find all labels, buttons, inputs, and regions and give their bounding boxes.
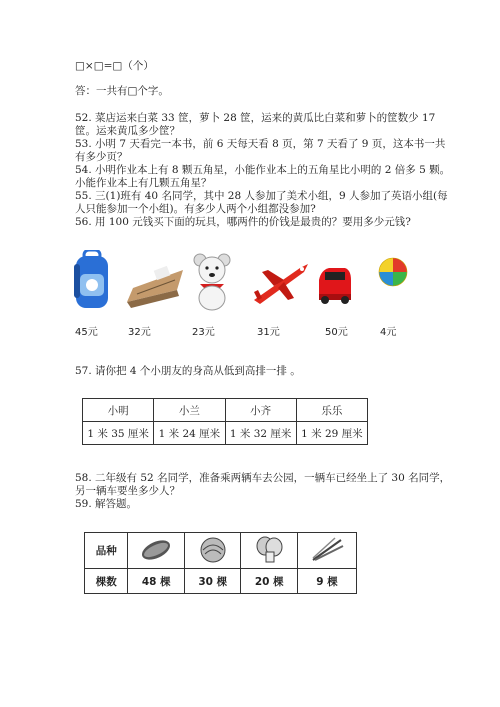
table-cell-height: 1 米 35 厘米 — [83, 422, 154, 445]
teddy-bear-icon — [190, 250, 250, 310]
toy-car-icon — [315, 250, 375, 310]
cabbage-icon — [184, 533, 241, 569]
q58-line1: 58. 二年级有 52 名同学，准备乘两辆车去公园，一辆车已经坐上了 30 名同学， — [75, 472, 451, 484]
count-cell: 30 棵 — [184, 569, 241, 594]
backpack-icon — [72, 250, 132, 310]
count-cell: 20 棵 — [241, 569, 298, 594]
row-header-count: 棵数 — [85, 569, 128, 594]
eggplant-icon — [128, 533, 185, 569]
table-cell-name: 小明 — [83, 399, 154, 422]
answer-line: 答：一共有□个字。 — [75, 85, 169, 97]
q58-line2: 另一辆车要坐多少人？ — [75, 485, 180, 497]
table-cell-height: 1 米 29 厘米 — [296, 422, 367, 445]
scallion-icon — [297, 533, 356, 569]
plant-table — [84, 532, 357, 594]
toy-price: 32元 — [128, 327, 151, 338]
q56-line: 56. 用 100 元钱买下面的玩具，哪两件的价钱是最贵的？要用多少元钱? — [75, 216, 411, 228]
airplane-icon — [250, 250, 310, 310]
row-header-variety: 品种 — [85, 533, 128, 569]
toy-price: 45元 — [75, 327, 98, 338]
table-cell-height: 1 米 24 厘米 — [154, 422, 225, 445]
q55-line2: 人只能参加一个小组)。有多少人两个小组都没参加? — [75, 203, 316, 215]
height-table — [82, 398, 368, 445]
count-cell: 9 棵 — [297, 569, 356, 594]
toy-row — [70, 250, 420, 340]
q53-line2: 有多少页？ — [75, 151, 128, 163]
toy-price: 4元 — [380, 327, 397, 338]
table-cell-height: 1 米 32 厘米 — [225, 422, 296, 445]
q54-line1: 54. 小明作业本上有 8 颗五角星，小能作业本上的五角星比小明的 2 倍多 5 颗。 — [75, 164, 451, 176]
toy-price: 23元 — [192, 327, 215, 338]
ship-icon — [125, 250, 185, 310]
q55-line1: 55. 三(1)班有 40 名同学，其中 28 人参加了美术小组，9 人参加了英语小组(每 — [75, 190, 448, 202]
table-cell-name: 小兰 — [154, 399, 225, 422]
table-cell-name: 乐乐 — [296, 399, 367, 422]
toy-price: 50元 — [325, 327, 348, 338]
table-cell-name: 小齐 — [225, 399, 296, 422]
q52-line2: 筐。运来黄瓜多少筐？ — [75, 125, 180, 137]
q52-line1: 52. 菜店运来白菜 33 筐，萝卜 28 筐，运来的黄瓜比白菜和萝卜的筐数少 17 — [75, 112, 436, 124]
q57-line: 57. 请你把 4 个小朋友的身高从低到高排一排 。 — [75, 365, 301, 377]
q54-line2: 小能作业本上有几颗五角星？ — [75, 177, 212, 189]
ball-icon — [375, 250, 435, 310]
toy-price: 31元 — [257, 327, 280, 338]
count-cell: 48 棵 — [128, 569, 185, 594]
q59-line: 59. 解答题。 — [75, 498, 138, 510]
bok-choy-icon — [241, 533, 298, 569]
q53-line1: 53. 小明 7 天看完一本书，前 6 天每天看 8 页，第 7 天看了 9 页，这本书一共 — [75, 138, 446, 150]
formula-line: □×□=□（个） — [75, 60, 154, 72]
